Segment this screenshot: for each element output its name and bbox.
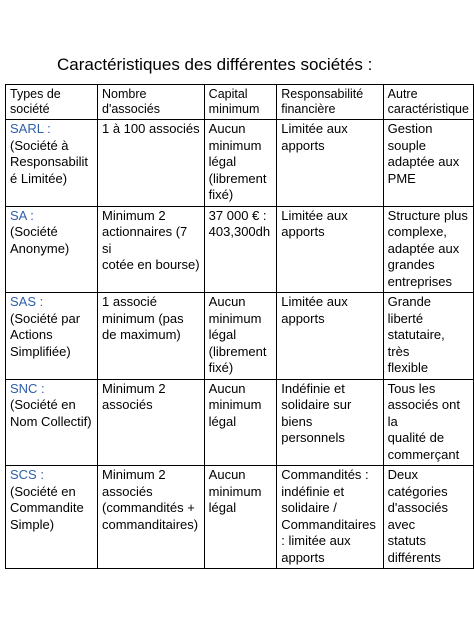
cell-type <box>6 120 98 207</box>
table-header-row <box>6 85 474 120</box>
page-title: Caractéristiques des différentes sociétés : <box>57 55 373 74</box>
header-type: Types de société <box>6 85 98 120</box>
table-row <box>6 293 474 380</box>
company-abbr: SAS : <box>10 294 44 309</box>
cell-other: Gestion souple adaptée aux PME <box>383 120 473 207</box>
company-name: (Société en Nom Collectif) <box>10 397 92 429</box>
company-abbr: SA : <box>10 207 34 223</box>
cell-type <box>6 293 98 380</box>
company-name: (Société Anonyme) <box>10 224 70 256</box>
company-name: (Société par Actions Simplifiée) <box>10 310 81 359</box>
header-associates: Nombre d'associés <box>98 85 205 120</box>
cell-capital: Aucun minimum légal <box>204 379 277 466</box>
company-name: (Société à Responsabilit é Limitée) <box>10 137 89 186</box>
cell-type <box>6 206 98 293</box>
company-abbr: SARL : <box>10 121 51 136</box>
cell-other: Structure plus complexe, adaptée aux grandes entreprises <box>383 206 473 293</box>
cell-responsibility: Limitée aux apports <box>277 293 383 380</box>
cell-other: Deux catégories d'associés avec statuts différents <box>383 466 473 569</box>
cell-associates: 1 associé minimum (pas de maximum) <box>98 293 205 380</box>
cell-responsibility: Indéfinie et solidaire sur biens personnels <box>277 379 383 466</box>
cell-associates: Minimum 2 actionnaires (7 si cotée en bourse) <box>98 206 205 293</box>
cell-other: Tous les associés ont la qualité de commerçant <box>383 379 473 466</box>
table-row <box>6 379 474 466</box>
table-row <box>6 466 474 569</box>
header-responsibility: Responsabilité financière <box>277 85 383 120</box>
cell-associates: Minimum 2 associés (commandités + commanditaires) <box>98 466 205 569</box>
table-row <box>6 206 474 293</box>
cell-capital: Aucun minimum légal (librement fixé) <box>204 120 277 207</box>
company-name: (Société en Commandite Simple) <box>10 483 84 532</box>
header-capital: Capital minimum <box>204 85 277 120</box>
table-row <box>6 120 474 207</box>
cell-capital: Aucun minimum légal (librement fixé) <box>204 293 277 380</box>
companies-table <box>5 84 474 569</box>
header-other: Autre caractéristique <box>383 85 473 120</box>
cell-capital: 37 000 € : 403,300dh <box>204 206 277 293</box>
cell-capital: Aucun minimum légal <box>204 466 277 569</box>
cell-associates: Minimum 2 associés <box>98 379 205 466</box>
cell-type <box>6 379 98 466</box>
company-abbr: SCS : <box>10 467 44 482</box>
cell-responsibility: Limitée aux apports <box>277 206 383 293</box>
cell-type <box>6 466 98 569</box>
cell-responsibility: Commandités : indéfinie et solidaire / Commanditaires : limitée aux apports <box>277 466 383 569</box>
company-abbr: SNC : <box>10 380 45 396</box>
cell-responsibility: Limitée aux apports <box>277 120 383 207</box>
cell-associates: 1 à 100 associés <box>98 120 205 207</box>
cell-other: Grande liberté statutaire, très flexible <box>383 293 473 380</box>
